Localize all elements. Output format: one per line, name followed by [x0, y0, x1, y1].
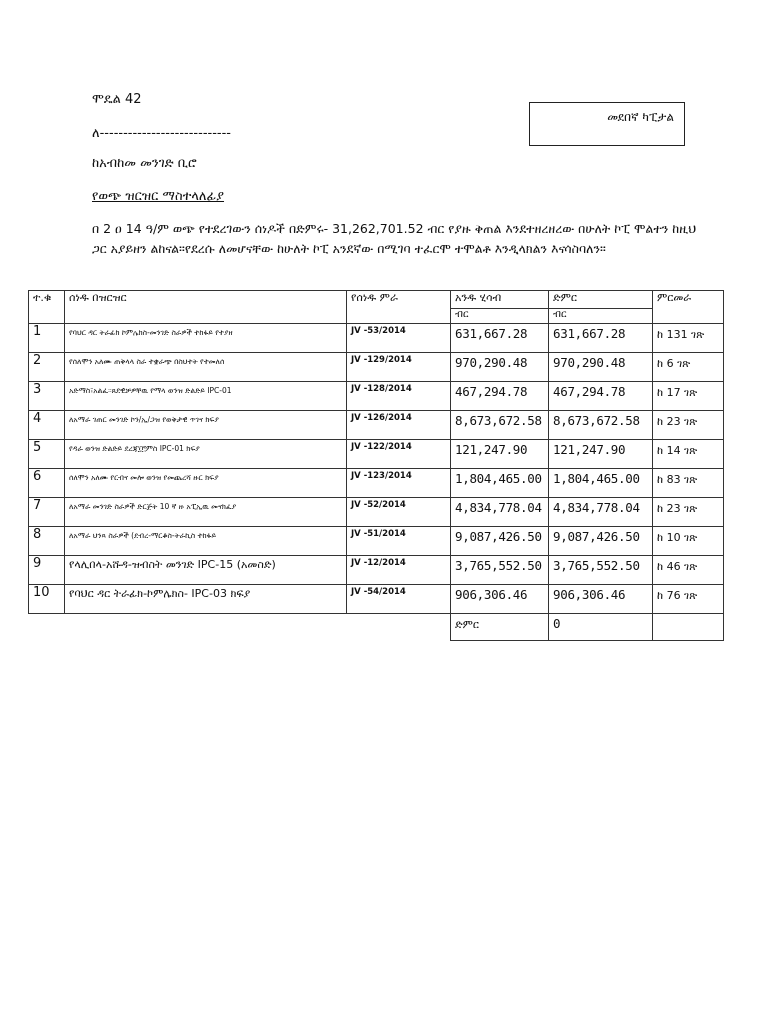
model-number: ሞዴል 42 [92, 92, 142, 107]
table-header-row [29, 291, 724, 309]
header-total: ድምር [549, 291, 653, 309]
total-row [29, 614, 724, 641]
row-description: ለአማራ ገጠር መንገድ ኮን/ኢ/ጋዝ የወቅታዊ ጥገና ክፍያ [65, 411, 347, 440]
intro-paragraph: በ 2 ዐ 14 ዓ/ም ወጭ የተደረገውን ሰነዶች በድምሩ- 31,262,701.52 ብር የያዙ ቅጠል እንደተዘረዘረው በሁለት ኮፒ ሞልተን ከዚህ ጋር አያይዘን ልከናል።የደረሱ ለመሆናቸው ከሁለት ኮፒ አንደኛው በሚገባ ተፈርሞ ተሞልቶ እንዲላክልን እናሳስባለን። [92, 221, 697, 256]
row-doc-no: JV -122/2014 [347, 440, 451, 469]
total-remark [653, 614, 724, 641]
row-unit-total: 970,290.48 [451, 353, 549, 382]
row-no: 2 [29, 353, 65, 382]
row-remark: ከ 10 ገጽ [653, 527, 724, 556]
row-remark: ከ 14 ገጽ [653, 440, 724, 469]
row-total: 631,667.28 [549, 324, 653, 353]
row-no: 3 [29, 382, 65, 411]
table-row [29, 498, 724, 527]
row-unit-total: 9,087,426.50 [451, 527, 549, 556]
row-description: የላሊበላ-አሹዳ-ዝብስት መንገድ IPC-15 (አመስድ) [65, 556, 347, 585]
row-total: 467,294.78 [549, 382, 653, 411]
row-no: 1 [29, 324, 65, 353]
row-description: አድማስ፣አልፈ።ጸደዊቻዎቸዉ የማላ ወንዝ ድልድይ IPC-01 [65, 382, 347, 411]
capital-type-box: መደበኛ ካፒታል [529, 102, 685, 146]
row-no: 8 [29, 527, 65, 556]
row-unit-total: 906,306.46 [451, 585, 549, 614]
row-unit-total: 3,765,552.50 [451, 556, 549, 585]
row-doc-no: JV -51/2014 [347, 527, 451, 556]
row-unit-total: 4,834,778.04 [451, 498, 549, 527]
expense-table [28, 290, 724, 641]
row-description: ለአማራ ህንጻ ስራዎች (ደብረ-ማርቆስ-ትራኪስ ተከፋይ [65, 527, 347, 556]
header-description: ሰነዱ በዝርዝር [65, 291, 347, 324]
subheader-unit-currency: ብር [451, 309, 549, 324]
row-remark: ከ 23 ገጽ [653, 411, 724, 440]
row-remark: ከ 83 ገጽ [653, 469, 724, 498]
table-row [29, 585, 724, 614]
table-row [29, 556, 724, 585]
row-no: 6 [29, 469, 65, 498]
row-no: 7 [29, 498, 65, 527]
recipient-line: ለ---------------------------- [92, 126, 231, 141]
row-no: 10 [29, 585, 65, 614]
row-doc-no: JV -54/2014 [347, 585, 451, 614]
total-value: 0 [549, 614, 653, 641]
total-label: ድምር [451, 614, 549, 641]
row-remark: ከ 17 ገጽ [653, 382, 724, 411]
row-total: 9,087,426.50 [549, 527, 653, 556]
table-row [29, 353, 724, 382]
table-row [29, 469, 724, 498]
header-unit-total: አንዱ ሂሳብ [451, 291, 549, 309]
row-remark: ከ 23 ገጽ [653, 498, 724, 527]
row-unit-total: 8,673,672.58 [451, 411, 549, 440]
row-unit-total: 467,294.78 [451, 382, 549, 411]
row-description: የዳራ ወንዝ ድልድይ ደረጃ፲፫ምስ IPC-01 ክፍያ [65, 440, 347, 469]
row-total: 1,804,465.00 [549, 469, 653, 498]
row-description: የባህር ዳር ትራፊክ-ኮምሌክስ- IPC-03 ክፍያ [65, 585, 347, 614]
row-unit-total: 1,804,465.00 [451, 469, 549, 498]
row-no: 5 [29, 440, 65, 469]
row-total: 121,247.90 [549, 440, 653, 469]
row-doc-no: JV -53/2014 [347, 324, 451, 353]
row-total: 906,306.46 [549, 585, 653, 614]
row-description: ሰለሞን አለሙ የርብና መሎ ወንዝ የመጨረሻ ዙር ክፍያ [65, 469, 347, 498]
row-total: 3,765,552.50 [549, 556, 653, 585]
subject-title: የወጭ ዝርዝር ማስተላለፊያ [92, 189, 225, 204]
row-unit-total: 121,247.90 [451, 440, 549, 469]
row-doc-no: JV -129/2014 [347, 353, 451, 382]
subheader-total-currency: ብር [549, 309, 653, 324]
row-description: የባህር ዳር ትራፊክ ኮምሌክስ-መንገድ ስራዎች ተከፋይ የተያዘ [65, 324, 347, 353]
table-row [29, 324, 724, 353]
row-doc-no: JV -12/2014 [347, 556, 451, 585]
header-remark: ምርመራ [653, 291, 724, 324]
header-doc-no: የሰነዱ ምራ [347, 291, 451, 324]
row-remark: ከ 46 ገጽ [653, 556, 724, 585]
row-doc-no: JV -123/2014 [347, 469, 451, 498]
header-no: ተ.ቁ [29, 291, 65, 324]
row-remark: ከ 76 ገጽ [653, 585, 724, 614]
row-remark: ከ 6 ገጽ [653, 353, 724, 382]
row-total: 8,673,672.58 [549, 411, 653, 440]
row-unit-total: 631,667.28 [451, 324, 549, 353]
table-row [29, 440, 724, 469]
row-doc-no: JV -52/2014 [347, 498, 451, 527]
row-description: ለአማራ መንገድ ስራዎች ድርጅት 10 ኛ ዙ አፒኢዉ መናክፈያ [65, 498, 347, 527]
row-description: የሰለሞን አለሙ ጠቅላላ ስራ ተቋራጭ በስህተት የተመለሰ [65, 353, 347, 382]
sender-office: ከአብከመ መንገድ ቢሮ [92, 156, 197, 171]
table-row [29, 411, 724, 440]
table-row [29, 527, 724, 556]
row-doc-no: JV -128/2014 [347, 382, 451, 411]
row-no: 9 [29, 556, 65, 585]
row-doc-no: JV -126/2014 [347, 411, 451, 440]
row-no: 4 [29, 411, 65, 440]
table-row [29, 382, 724, 411]
row-remark: ከ 131 ገጽ [653, 324, 724, 353]
row-total: 970,290.48 [549, 353, 653, 382]
row-total: 4,834,778.04 [549, 498, 653, 527]
